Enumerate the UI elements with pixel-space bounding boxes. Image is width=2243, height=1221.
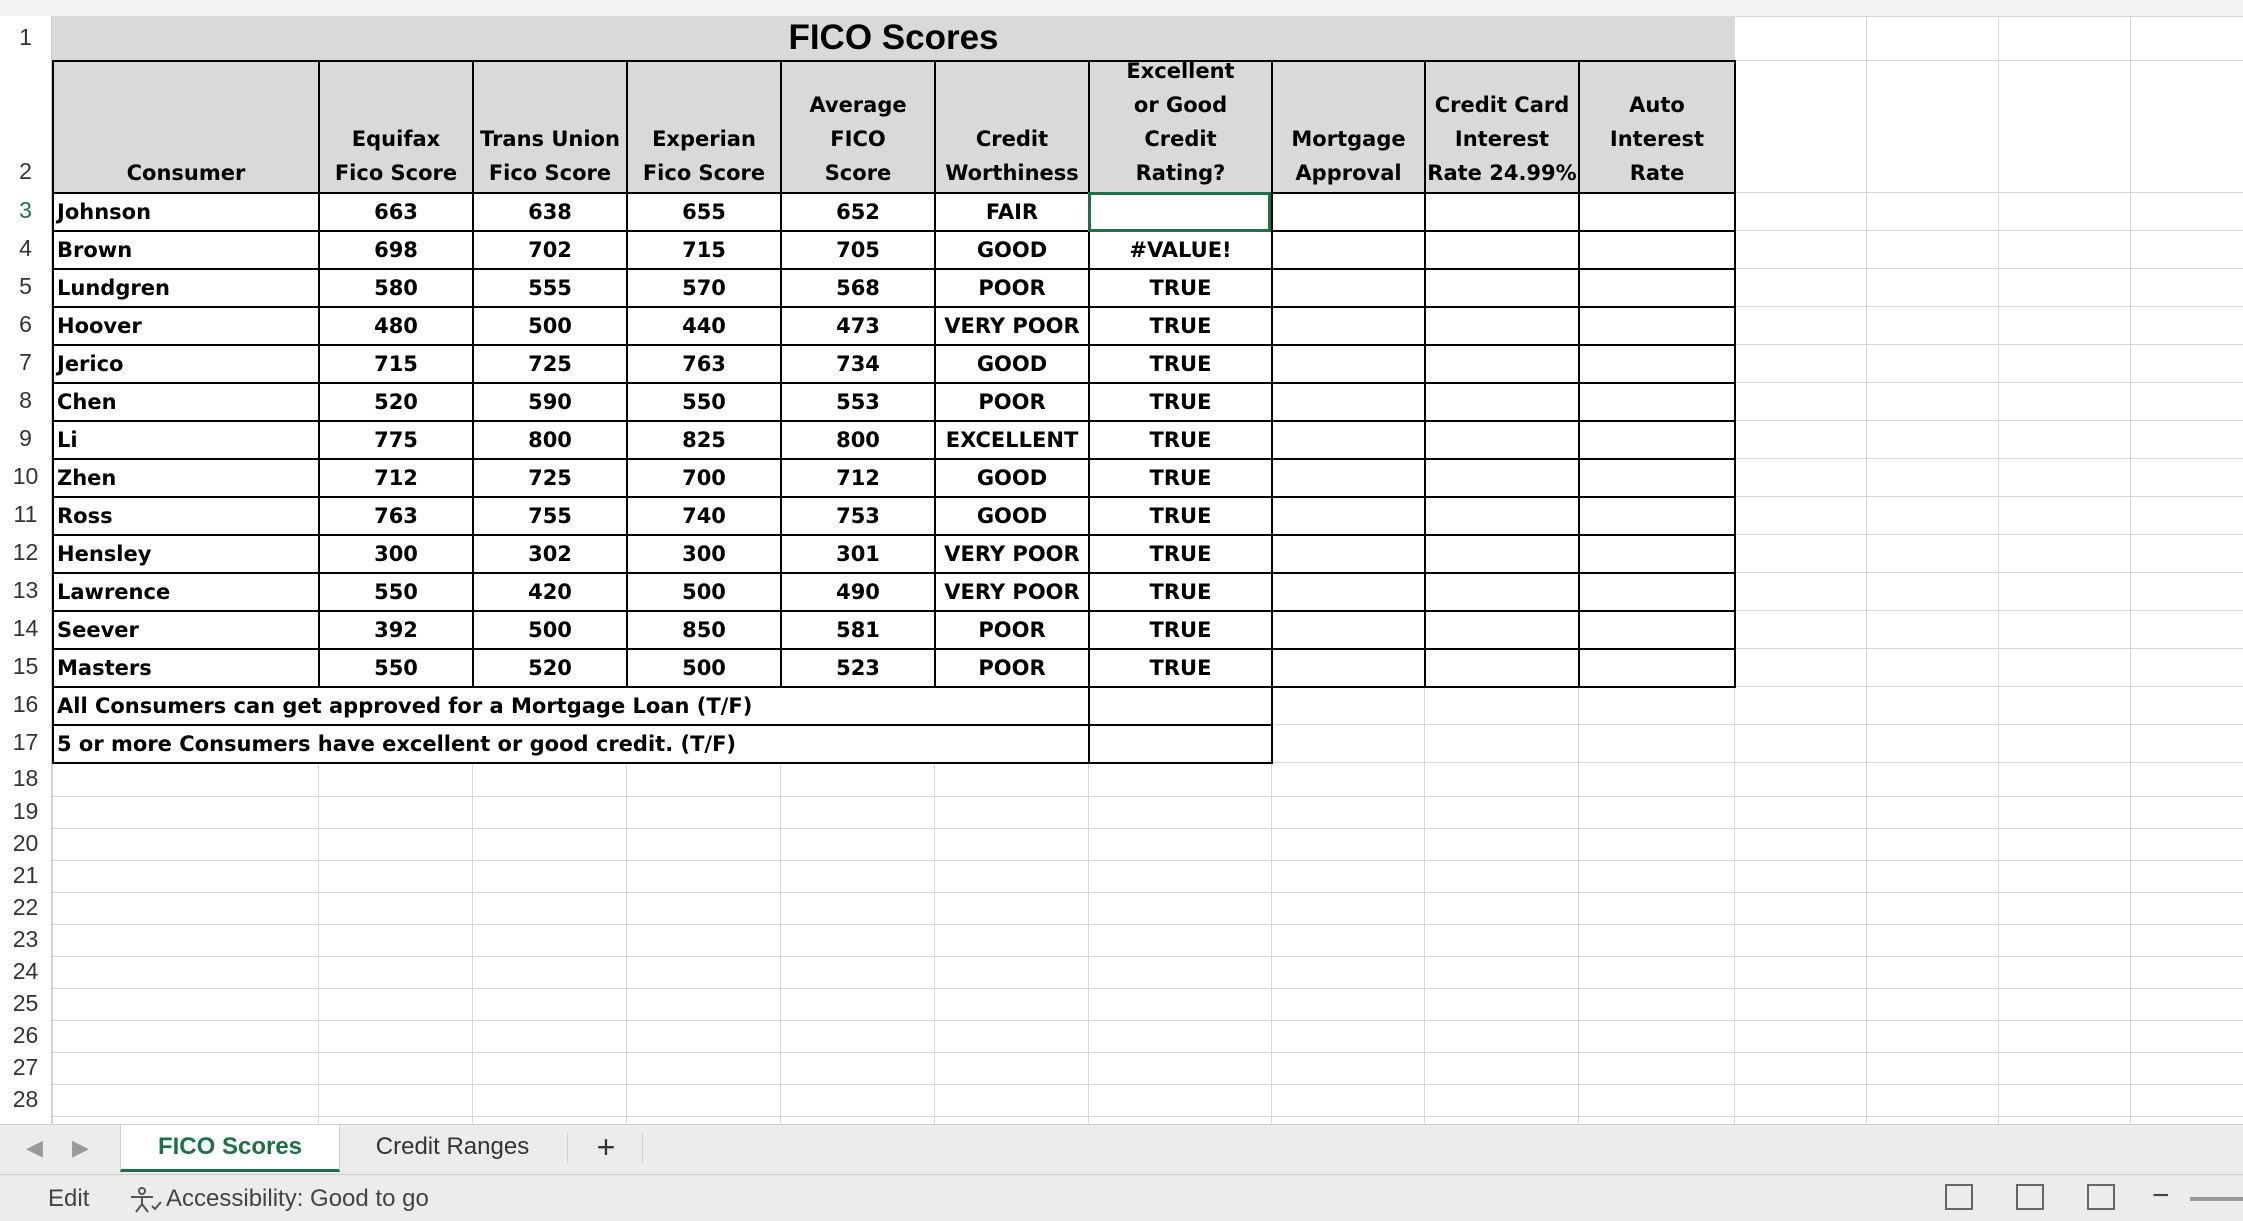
table-cell[interactable]: TRUE xyxy=(1088,572,1273,612)
row-number[interactable]: 13 xyxy=(12,577,39,603)
header-consumer[interactable]: Consumer xyxy=(52,60,320,194)
table-cell[interactable]: 480 xyxy=(318,306,474,346)
table-cell[interactable]: 500 xyxy=(472,306,628,346)
table-cell[interactable]: 490 xyxy=(780,572,936,612)
table-cell[interactable]: 300 xyxy=(626,534,782,574)
table-cell[interactable]: POOR xyxy=(934,268,1090,308)
table-cell[interactable] xyxy=(1424,610,1580,650)
table-cell[interactable] xyxy=(1424,344,1580,384)
sheet-tab-bar xyxy=(0,1124,2243,1175)
table-cell[interactable]: 725 xyxy=(472,458,628,498)
row-number[interactable]: 12 xyxy=(12,539,39,565)
gridline-horizontal xyxy=(52,892,2243,893)
table-cell[interactable]: 715 xyxy=(626,230,782,270)
page-break-view-icon[interactable] xyxy=(2087,1184,2115,1210)
table-cell[interactable] xyxy=(1424,268,1580,308)
active-cell-selection[interactable] xyxy=(1088,192,1271,232)
row-number[interactable]: 3 xyxy=(19,197,32,223)
table-cell[interactable]: 500 xyxy=(626,648,782,688)
table-cell[interactable] xyxy=(1271,344,1426,384)
table-cell[interactable] xyxy=(1271,268,1426,308)
table-cell[interactable] xyxy=(1424,648,1580,688)
table-cell[interactable]: 850 xyxy=(626,610,782,650)
table-cell[interactable]: POOR xyxy=(934,610,1090,650)
accessibility-icon[interactable] xyxy=(128,1185,162,1214)
row-number[interactable]: 14 xyxy=(12,615,39,641)
table-cell[interactable]: #VALUE! xyxy=(1088,230,1273,270)
table-cell[interactable]: 392 xyxy=(318,610,474,650)
table-cell[interactable]: TRUE xyxy=(1088,420,1273,460)
gridline-horizontal xyxy=(52,796,2243,797)
row-number[interactable]: 16 xyxy=(12,691,39,717)
table-cell[interactable]: 712 xyxy=(780,458,936,498)
row-number[interactable]: 23 xyxy=(12,926,39,952)
gridline-vertical xyxy=(1998,16,1999,1124)
row-number[interactable]: 9 xyxy=(19,425,32,451)
sheet-title-cell[interactable]: FICO Scores xyxy=(52,16,1735,60)
table-cell[interactable]: POOR xyxy=(934,648,1090,688)
table-cell[interactable]: 655 xyxy=(626,192,782,232)
table-cell[interactable]: 520 xyxy=(318,382,474,422)
table-cell[interactable]: 301 xyxy=(780,534,936,574)
table-cell[interactable]: VERY POOR xyxy=(934,534,1090,574)
table-cell[interactable] xyxy=(1578,344,1736,384)
table-cell[interactable]: GOOD xyxy=(934,458,1090,498)
table-cell[interactable]: 440 xyxy=(626,306,782,346)
table-cell[interactable]: 763 xyxy=(626,344,782,384)
table-cell[interactable]: 638 xyxy=(472,192,628,232)
row-number[interactable]: 7 xyxy=(19,349,32,375)
normal-view-icon[interactable] xyxy=(1945,1184,1973,1210)
zoom-slider[interactable] xyxy=(2190,1197,2243,1201)
table-cell[interactable]: TRUE xyxy=(1088,610,1273,650)
table-cell[interactable] xyxy=(1578,268,1736,308)
row-number[interactable]: 17 xyxy=(12,729,39,755)
table-cell[interactable]: POOR xyxy=(934,382,1090,422)
table-cell[interactable]: TRUE xyxy=(1088,458,1273,498)
table-cell[interactable]: 698 xyxy=(318,230,474,270)
table-cell[interactable]: 712 xyxy=(318,458,474,498)
row-number[interactable]: 25 xyxy=(12,990,39,1016)
table-cell[interactable]: 775 xyxy=(318,420,474,460)
add-sheet-button[interactable]: + xyxy=(596,1128,616,1165)
consumer-name-cell[interactable]: Ross xyxy=(52,496,320,536)
table-cell[interactable] xyxy=(1424,496,1580,536)
header-credit-card-rate[interactable]: Credit Card Interest Rate 24.99% xyxy=(1424,60,1580,194)
row-number[interactable]: 15 xyxy=(12,653,39,679)
table-cell[interactable]: VERY POOR xyxy=(934,306,1090,346)
table-cell[interactable]: 800 xyxy=(472,420,628,460)
table-cell[interactable] xyxy=(1578,572,1736,612)
table-cell[interactable] xyxy=(1578,610,1736,650)
table-cell[interactable]: 700 xyxy=(626,458,782,498)
table-cell[interactable]: 652 xyxy=(780,192,936,232)
table-cell[interactable]: TRUE xyxy=(1088,306,1273,346)
table-cell[interactable]: 555 xyxy=(472,268,628,308)
table-cell[interactable]: TRUE xyxy=(1088,268,1273,308)
row-number[interactable]: 21 xyxy=(12,862,39,888)
table-cell[interactable]: 500 xyxy=(472,610,628,650)
tab-separator xyxy=(642,1133,643,1163)
column-header-strip xyxy=(0,0,2243,17)
table-cell[interactable] xyxy=(1424,306,1580,346)
table-cell[interactable]: EXCELLENT xyxy=(934,420,1090,460)
row-number[interactable]: 2 xyxy=(19,158,32,184)
consumer-name-cell[interactable]: Seever xyxy=(52,610,320,650)
table-cell[interactable] xyxy=(1578,230,1736,270)
table-cell[interactable] xyxy=(1271,192,1426,232)
row-number[interactable]: 20 xyxy=(12,830,39,856)
table-cell[interactable]: 568 xyxy=(780,268,936,308)
table-cell[interactable] xyxy=(1578,458,1736,498)
header-excellent-or-good[interactable]: Excellent or Good Credit Rating? xyxy=(1088,60,1273,194)
consumer-name-cell[interactable]: Brown xyxy=(52,230,320,270)
chevron-left-icon[interactable]: ◀ xyxy=(26,1135,43,1160)
header-average-fico[interactable]: Average FICO Score xyxy=(780,60,936,194)
table-cell[interactable]: 763 xyxy=(318,496,474,536)
table-cell[interactable] xyxy=(1271,610,1426,650)
table-cell[interactable]: 473 xyxy=(780,306,936,346)
row-number[interactable]: 28 xyxy=(12,1086,39,1112)
header-experian[interactable]: Experian Fico Score xyxy=(626,60,782,194)
gridline-horizontal xyxy=(52,956,2243,957)
tab-credit-ranges[interactable]: Credit Ranges xyxy=(375,1133,530,1160)
accessibility-status[interactable]: Accessibility: Good to go xyxy=(166,1185,429,1212)
table-cell[interactable] xyxy=(1271,458,1426,498)
table-cell[interactable]: 523 xyxy=(780,648,936,688)
header-mortgage-approval[interactable]: Mortgage Approval xyxy=(1271,60,1426,194)
header-credit-worthiness[interactable]: Credit Worthiness xyxy=(934,60,1090,194)
table-cell[interactable]: 550 xyxy=(626,382,782,422)
tab-fico-scores[interactable]: FICO Scores xyxy=(120,1125,340,1172)
consumer-name-cell[interactable]: Johnson xyxy=(52,192,320,232)
status-bar xyxy=(0,1174,2243,1221)
table-cell[interactable] xyxy=(1424,572,1580,612)
consumer-name-cell[interactable]: Chen xyxy=(52,382,320,422)
table-cell[interactable] xyxy=(1424,420,1580,460)
table-cell[interactable] xyxy=(1424,382,1580,422)
table-cell[interactable]: 500 xyxy=(626,572,782,612)
table-cell[interactable]: 420 xyxy=(472,572,628,612)
gridline-horizontal xyxy=(52,1052,2243,1053)
gridline-horizontal xyxy=(52,1116,2243,1117)
table-cell[interactable] xyxy=(1271,572,1426,612)
chevron-right-icon[interactable]: ▶ xyxy=(72,1135,89,1160)
table-cell[interactable] xyxy=(1424,192,1580,232)
row-number[interactable]: 19 xyxy=(12,798,39,824)
table-cell[interactable] xyxy=(1271,420,1426,460)
header-auto-interest-rate[interactable]: Auto Interest Rate xyxy=(1578,60,1736,194)
table-cell[interactable]: TRUE xyxy=(1088,496,1273,536)
table-cell[interactable]: 520 xyxy=(472,648,628,688)
summary-question[interactable]: 5 or more Consumers have excellent or good credit. (T/F) xyxy=(52,724,1090,764)
table-cell[interactable]: 705 xyxy=(780,230,936,270)
table-cell[interactable]: 580 xyxy=(318,268,474,308)
table-cell[interactable] xyxy=(1424,230,1580,270)
gridline-horizontal xyxy=(52,1020,2243,1021)
header-equifax[interactable]: Equifax Fico Score xyxy=(318,60,474,194)
table-cell[interactable] xyxy=(1578,534,1736,574)
gridline-horizontal xyxy=(52,988,2243,989)
summary-question[interactable]: All Consumers can get approved for a Mortgage Loan (T/F) xyxy=(52,686,1090,726)
table-cell[interactable]: 302 xyxy=(472,534,628,574)
table-cell[interactable] xyxy=(1578,496,1736,536)
row-number[interactable]: 4 xyxy=(19,235,32,261)
consumer-name-cell[interactable]: Jerico xyxy=(52,344,320,384)
tab-separator xyxy=(567,1133,568,1163)
row-number[interactable]: 8 xyxy=(19,387,32,413)
table-cell[interactable]: GOOD xyxy=(934,230,1090,270)
consumer-name-cell[interactable]: Hensley xyxy=(52,534,320,574)
row-number-column xyxy=(0,16,52,1124)
table-cell[interactable] xyxy=(1578,648,1736,688)
table-cell[interactable]: TRUE xyxy=(1088,648,1273,688)
table-cell[interactable]: 663 xyxy=(318,192,474,232)
row-number[interactable]: 22 xyxy=(12,894,39,920)
page-layout-view-icon[interactable] xyxy=(2016,1184,2044,1210)
table-cell[interactable]: 825 xyxy=(626,420,782,460)
table-cell[interactable]: GOOD xyxy=(934,496,1090,536)
row-number[interactable]: 11 xyxy=(13,501,38,527)
consumer-name-cell[interactable]: Lundgren xyxy=(52,268,320,308)
mode-indicator: Edit xyxy=(48,1185,90,1212)
consumer-name-cell[interactable]: Masters xyxy=(52,648,320,688)
table-cell[interactable]: 570 xyxy=(626,268,782,308)
table-cell[interactable] xyxy=(1578,420,1736,460)
summary-answer[interactable] xyxy=(1088,724,1273,764)
table-cell[interactable]: 300 xyxy=(318,534,474,574)
summary-answer[interactable] xyxy=(1088,686,1273,726)
table-cell[interactable]: 755 xyxy=(472,496,628,536)
table-cell[interactable]: 590 xyxy=(472,382,628,422)
gridline-horizontal xyxy=(52,1084,2243,1085)
zoom-out-button[interactable]: − xyxy=(2152,1179,2170,1212)
table-cell[interactable]: 715 xyxy=(318,344,474,384)
row-number[interactable]: 1 xyxy=(19,24,32,50)
table-cell[interactable] xyxy=(1578,306,1736,346)
consumer-name-cell[interactable]: Zhen xyxy=(52,458,320,498)
table-cell[interactable] xyxy=(1271,648,1426,688)
gridline-horizontal xyxy=(52,860,2243,861)
table-cell[interactable] xyxy=(1271,496,1426,536)
consumer-name-cell[interactable]: Lawrence xyxy=(52,572,320,612)
table-cell[interactable] xyxy=(1578,192,1736,232)
gridline-vertical xyxy=(2130,16,2131,1124)
table-cell[interactable]: 800 xyxy=(780,420,936,460)
row-number[interactable]: 5 xyxy=(19,273,32,299)
gridline-vertical xyxy=(1866,16,1867,1124)
table-cell[interactable]: TRUE xyxy=(1088,344,1273,384)
table-cell[interactable] xyxy=(1424,534,1580,574)
table-cell[interactable]: TRUE xyxy=(1088,534,1273,574)
row-number[interactable]: 10 xyxy=(12,463,39,489)
table-cell[interactable]: VERY POOR xyxy=(934,572,1090,612)
table-cell[interactable]: 753 xyxy=(780,496,936,536)
table-cell[interactable] xyxy=(1271,306,1426,346)
table-cell[interactable]: 734 xyxy=(780,344,936,384)
row-number[interactable]: 18 xyxy=(12,765,39,791)
table-cell[interactable]: 725 xyxy=(472,344,628,384)
gridline-horizontal xyxy=(52,828,2243,829)
table-cell[interactable]: TRUE xyxy=(1088,382,1273,422)
table-cell[interactable]: 740 xyxy=(626,496,782,536)
table-cell[interactable] xyxy=(1271,382,1426,422)
table-cell[interactable] xyxy=(1271,230,1426,270)
header-trans-union[interactable]: Trans Union Fico Score xyxy=(472,60,628,194)
table-cell[interactable]: 550 xyxy=(318,648,474,688)
consumer-name-cell[interactable]: Li xyxy=(52,420,320,460)
table-cell[interactable]: 550 xyxy=(318,572,474,612)
row-number[interactable]: 24 xyxy=(12,958,39,984)
table-cell[interactable]: 581 xyxy=(780,610,936,650)
table-cell[interactable]: 702 xyxy=(472,230,628,270)
consumer-name-cell[interactable]: Hoover xyxy=(52,306,320,346)
table-cell[interactable]: FAIR xyxy=(934,192,1090,232)
gridline-horizontal xyxy=(52,924,2243,925)
table-cell[interactable] xyxy=(1271,534,1426,574)
row-number[interactable]: 6 xyxy=(19,311,32,337)
table-cell[interactable]: GOOD xyxy=(934,344,1090,384)
table-cell[interactable]: 553 xyxy=(780,382,936,422)
table-cell[interactable] xyxy=(1424,458,1580,498)
row-number[interactable]: 26 xyxy=(12,1022,39,1048)
row-number[interactable]: 27 xyxy=(12,1054,39,1080)
table-cell[interactable] xyxy=(1578,382,1736,422)
